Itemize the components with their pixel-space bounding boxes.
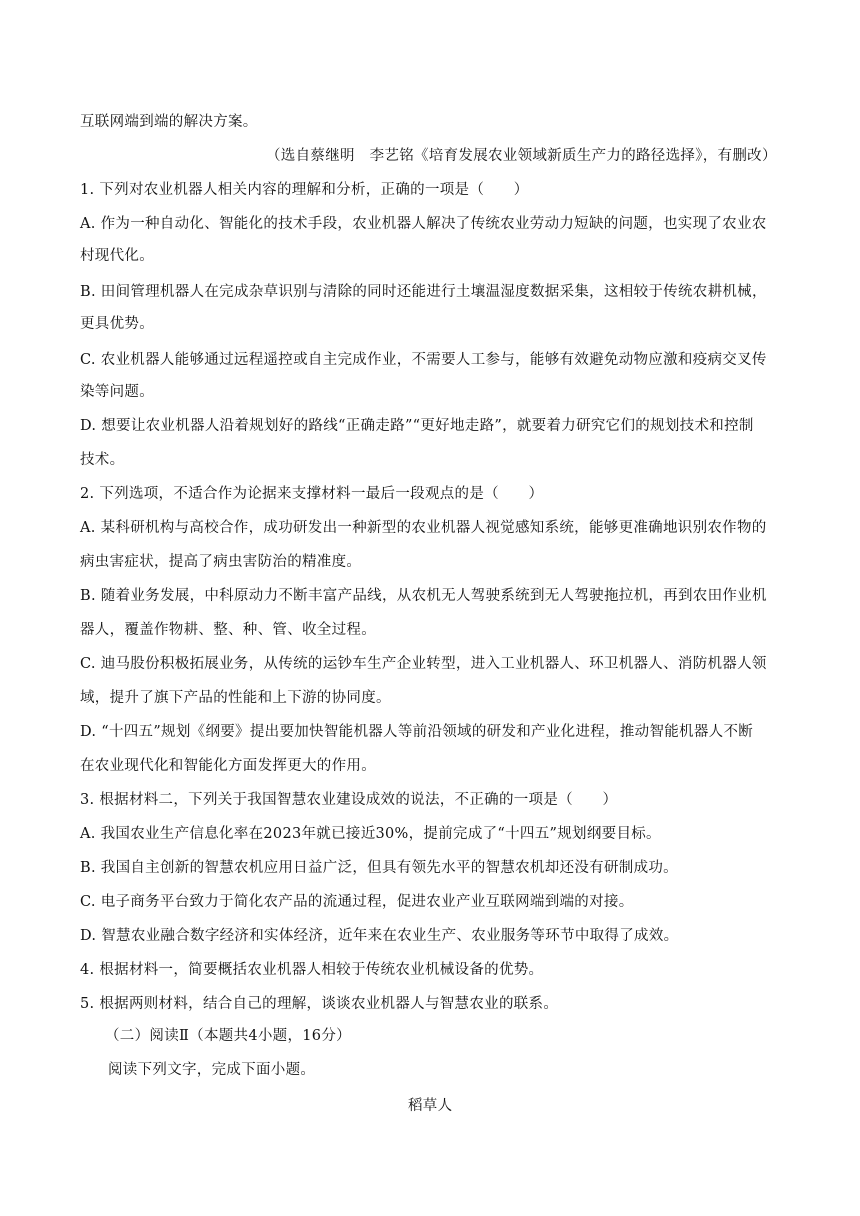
- q3-option-c: C. 电子商务平台致力于简化农产品的流通过程，促进农业产业互联网端到端的对接。: [80, 894, 634, 910]
- q1-option-b-cont: 更具优势。: [80, 316, 154, 332]
- q2-option-c: C. 迪马股份积极拓展业务，从传统的运钞车生产企业转型，进入工业机器人、环卫机器人、消防机器人领: [80, 656, 767, 672]
- q2-option-d-cont: 在农业现代化和智能化方面发挥更大的作用。: [80, 758, 376, 774]
- q1-option-c: C. 农业机器人能够通过远程遥控或自主完成作业，不需要人工参与，能够有效避免动物应激和疫病交叉传: [80, 352, 767, 368]
- question-5: 5. 根据两则材料，结合自己的理解，谈谈农业机器人与智慧农业的联系。: [80, 996, 559, 1012]
- question-1: 1. 下列对农业机器人相关内容的理解和分析，正确的一项是（ ）: [80, 182, 529, 198]
- section-heading: （二）阅读Ⅱ（本题共4小题，16分）: [105, 1028, 351, 1044]
- question-3: 3. 根据材料二，下列关于我国智慧农业建设成效的说法，不正确的一项是（ ）: [80, 792, 618, 808]
- source-citation: （选自蔡继明 李艺铭《培育发展农业领域新质生产力的路径选择》，有删改）: [266, 148, 777, 164]
- q3-option-a: A. 我国农业生产信息化率在2023年就已接近30%，提前完成了“十四五”规划纲要目标。: [80, 826, 661, 842]
- q2-option-b: B. 随着业务发展，中科原动力不断丰富产品线，从农机无人驾驶系统到无人驾驶拖拉机，再到农田作业机: [80, 588, 767, 604]
- text-line-continuation: 互联网端到端的解决方案。: [80, 114, 258, 130]
- q2-option-d: D. “十四五”规划《纲要》提出要加快智能机器人等前沿领域的研发和产业化进程，推动智能机器人不断: [80, 724, 754, 740]
- reading-instruction: 阅读下列文字，完成下面小题。: [108, 1062, 316, 1078]
- q1-option-c-cont: 染等问题。: [80, 384, 154, 400]
- q1-option-d: D. 想要让农业机器人沿着规划好的路线“正确走路”“更好地走路”，就要着力研究它们的规划技术和控制: [80, 418, 754, 434]
- q1-option-a-cont: 村现代化。: [80, 248, 154, 264]
- q1-option-b: B. 田间管理机器人在完成杂草识别与清除的同时还能进行土壤温湿度数据采集，这相较于传统农耕机械，: [80, 284, 767, 300]
- q2-option-b-cont: 器人，覆盖作物耕、整、种、管、收全过程。: [80, 622, 376, 638]
- q2-option-c-cont: 域，提升了旗下产品的性能和上下游的协同度。: [80, 690, 391, 706]
- question-2: 2. 下列选项，不适合作为论据来支撑材料一最后一段观点的是（ ）: [80, 486, 544, 502]
- q2-option-a: A. 某科研机构与高校合作，成功研发出一种新型的农业机器人视觉感知系统，能够更准确地识别农作物的: [80, 520, 767, 536]
- q2-option-a-cont: 病虫害症状，提高了病虫害防治的精准度。: [80, 554, 362, 570]
- q1-option-a: A. 作为一种自动化、智能化的技术手段，农业机器人解决了传统农业劳动力短缺的问题，也实现了农业农: [80, 216, 767, 232]
- question-4: 4. 根据材料一，简要概括农业机器人相较于传统农业机械设备的优势。: [80, 962, 544, 978]
- passage-title: 稻草人: [408, 1098, 453, 1114]
- q3-option-d: D. 智慧农业融合数字经济和实体经济，近年来在农业生产、农业服务等环节中取得了成效。: [80, 928, 679, 944]
- q3-option-b: B. 我国自主创新的智慧农机应用日益广泛，但具有领先水平的智慧农机却还没有研制成功。: [80, 860, 678, 876]
- q1-option-d-cont: 技术。: [80, 452, 125, 468]
